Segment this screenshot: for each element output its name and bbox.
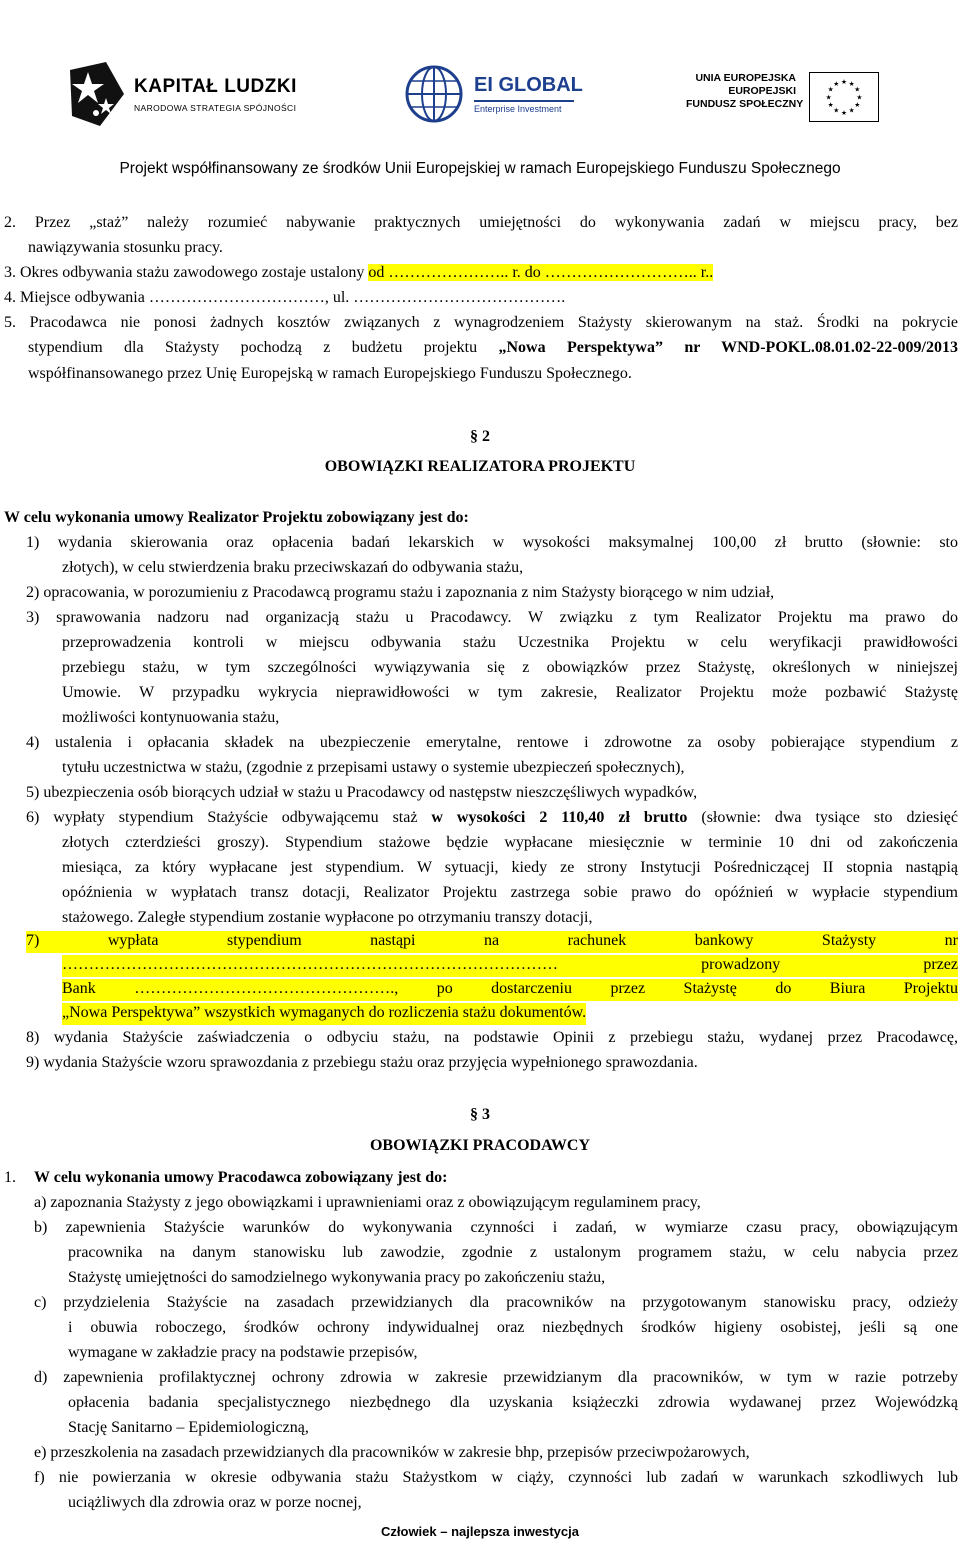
s3-item-f-line-1: f) nie powierzania w okresie odbywania stażu Stażystkom w ciąży, czynności lub zadań w warunkach szkodliwych lub <box>34 1469 958 1486</box>
eu-logo-text <box>686 72 804 111</box>
ei-global-title: EI GLOBAL <box>474 74 583 96</box>
footer-slogan: Człowiek – najlepsza inwestycja <box>381 1524 579 1539</box>
s2-item-4-line-2: tytułu uczestnictwa w stażu, (zgodnie z przepisami ustawy o systemie ubezpieczeń społecznych), <box>62 759 685 776</box>
paragraph-3-period-highlight: od ………………….. r. do ……………………….. r.. <box>368 264 714 281</box>
eu-logo <box>686 72 886 132</box>
s2-item-6-line-3: miesiąca, za który wypłacane jest stypendium. W sytuacji, kiedy ze strony Instytucji Pośredniczącej II stopnia nastąpią <box>62 859 958 876</box>
paragraph-5-line-3: współfinansowanego przez Unię Europejską w ramach Europejskiego Funduszu Społecznego. <box>28 365 632 382</box>
s2-item-6-tail: (słownie: dwa tysiące sto dziesięć <box>687 809 958 826</box>
s2-item-6-line-2: złotych czterdzieści groszy). Stypendium stażowe będzie wypłacane miesięcznie w terminie 10 dni od zakończenia <box>62 834 958 851</box>
eu-flag-star: ★ <box>825 93 832 102</box>
paragraph-3-text: 3. Okres odbywania stażu zawodowego zostaje ustalony <box>4 264 369 281</box>
paragraph-4: 4. Miejsce odbywania ……………………………, ul. …………………………………. <box>4 289 566 306</box>
section-3-title: OBOWIĄZKI PRACODAWCY <box>369 1137 590 1154</box>
kapital-ludzki-title: KAPITAŁ LUDZKI <box>134 76 297 97</box>
s3-item-d-line-3: Stację Sanitarno – Epidemiologiczną, <box>68 1419 309 1436</box>
s2-item-1-line-1: 1) wydania skierowania oraz opłacenia badań lekarskich w wysokości maksymalnej 100,00 zł brutto (słownie: sto <box>26 534 958 551</box>
s2-item-7-line-1: 7) wypłata stypendium nastąpi na rachunek bankowy Stażysty nr <box>26 931 958 953</box>
kapital-ludzki-logo <box>66 58 297 130</box>
s3-item-b-line-2: pracownika na danym stanowisku lub zawodzie, zgodnie z ustalonym programem stażu, w celu nabycia przez <box>68 1244 958 1261</box>
s2-item-4-line-1: 4) ustalenia i opłacania składek na ubezpieczenie emerytalne, rentowe i zdrowotne za osoby pobierające stypendium z <box>26 734 958 751</box>
s2-item-6-line-1 <box>26 808 958 828</box>
s3-item-e: e) przeszkolenia na zasadach przewidzianych dla pracowników w zakresie bhp, przepisów przeciwpożarowych, <box>34 1444 750 1461</box>
s2-item-1-line-2: złotych), w celu stwierdzenia braku przeciwskazań do odbywania stażu, <box>62 559 524 576</box>
header-caption: Projekt współfinansowany ze środków Unii Europejskiej w ramach Europejskiego Funduszu Społecznego <box>119 160 841 177</box>
s2-item-7-line-4: „Nowa Perspektywa” wszystkich wymaganych do rozliczenia stażu dokumentów. <box>62 1003 586 1025</box>
s2-item-3-line-2: przeprowadzenia kontroli w miejscu odbywania stażu Uczestnika Projektu w celu weryfikacji prawidłowości <box>62 634 958 651</box>
s2-item-3-line-5: możliwości kontynuowania stażu, <box>62 709 280 726</box>
ei-global-divider <box>474 100 574 102</box>
s2-item-9: 9) wydania Stażyście wzoru sprawozdania z przebiegu stażu oraz przyjęcia wypełnionego sprawozdania. <box>26 1054 698 1071</box>
eu-flag-star: ★ <box>840 108 848 117</box>
s2-item-6-line-4: opóźnienia w wypłatach transz dotacji, Realizator Projektu zastrzega sobie prawo do opóźnień w wypłacie stypendium <box>62 884 958 901</box>
document-header <box>0 0 960 190</box>
s3-item-d-line-1: d) zapewnienia profilaktycznej ochrony zdrowia w zakresie przewidzianym dla pracowników, w tym w razie potrzeby <box>34 1369 958 1386</box>
s2-item-6-line-5: stażowego. Zaległe stypendium zostanie wypłacone po otrzymaniu transzy dotacji, <box>62 909 593 926</box>
globe-icon <box>402 62 466 126</box>
s3-item-c-line-1: c) przydzielenia Stażyście na zasadach przewidzianych dla pracowników na przygotowanym stanowisku pracy, odzieży <box>34 1294 958 1311</box>
s2-item-7-line-3: Bank …………………………………………., po dostarczeniu przez Stażystę do Biura Projektu <box>62 979 958 1001</box>
s3-item-c-line-3: wymagane w zakładzie pracy na podstawie przepisów, <box>68 1344 418 1361</box>
section-2-lead: W celu wykonania umowy Realizator Projektu zobowiązany jest do: <box>4 509 469 526</box>
kapital-ludzki-subtitle: NARODOWA STRATEGIA SPÓJNOŚCI <box>134 103 297 113</box>
paragraph-3 <box>4 263 713 283</box>
section-2-number: § 2 <box>470 428 490 445</box>
s2-item-3-line-3: przebiegu stażu, w tym szczególności wywiązywania się z obowiązków przez Stażystę, określonych w niniejszej <box>62 659 958 676</box>
eu-flag-star: ★ <box>827 85 834 94</box>
s2-item-2: 2) opracowania, w porozumieniu z Pracodawcą programu stażu i zapoznania z nim Stażysty biorącego w nim udział, <box>26 584 775 601</box>
s3-item-c-line-2: i obuwia roboczego, środków ochrony indywidualnej oraz niezbędnych środków higieny osobistej, jeśli są one <box>68 1319 958 1336</box>
eu-logo-line1: UNIA EUROPEJSKA <box>695 72 796 84</box>
paragraph-2-line-2: nawiązywania stosunku pracy. <box>28 239 223 256</box>
s2-item-8: 8) wydania Stażyście zaświadczenia o odbyciu stażu, na podstawie Opinii z przebiegu stażu, wydanej przez Pracodawcę, <box>26 1029 958 1046</box>
s3-item-d-line-2: opłacenia badania specjalistycznego niezbędnego dla uzyskania książeczki zdrowia wydawanej przez Wojewódzką <box>68 1394 958 1411</box>
s3-item-b-line-1: b) zapewnienia Stażyście warunków do wykonywania czynności i zadań, w wymiarze czasu pracy, obowiązującym <box>34 1219 958 1236</box>
s2-item-7-line-2: ………………………………………………………………………………… prowadzony przez <box>62 955 958 977</box>
eu-flag-star: ★ <box>856 93 863 102</box>
s2-item-3-line-1: 3) sprawowania nadzoru nad organizacją stażu u Pracodawcy. W związku z tym Realizator Projektu ma prawo do <box>26 609 958 626</box>
ei-global-logo <box>402 62 602 128</box>
paragraph-2-line-1: 2. Przez „staż” należy rozumieć nabywanie praktycznych umiejętności do wykonywania zadań w miejscu pracy, bez <box>4 214 958 231</box>
section-3-lead: W celu wykonania umowy Pracodawca zobowiązany jest do: <box>34 1169 448 1186</box>
s3-item-b-line-3: Stażystę umiejętności do samodzielnego wykonywania pracy po zakończeniu stażu, <box>68 1269 606 1286</box>
eu-logo-line2: EUROPEJSKI <box>728 85 796 97</box>
eu-flag-star: ★ <box>848 80 855 89</box>
section-3-lead-number: 1. <box>4 1169 16 1186</box>
eu-flag-star: ★ <box>854 101 861 110</box>
section-2-title: OBOWIĄZKI REALIZATORA PROJEKTU <box>324 458 636 475</box>
stipend-amount: w wysokości 2 110,40 zł brutto <box>431 809 688 826</box>
eu-flag-star: ★ <box>827 101 834 110</box>
s3-item-f-line-2: uciążliwych dla zdrowia oraz w porze nocnej, <box>68 1494 362 1511</box>
s3-item-a: a) zapoznania Stażysty z jego obowiązkami i uprawnieniami oraz z obowiązującym regulaminem pracy, <box>34 1194 701 1211</box>
s2-item-5: 5) ubezpieczenia osób biorących udział w stażu u Pracodawcy od następstw nieszczęśliwych wypadków, <box>26 784 698 801</box>
eu-logo-line3: FUNDUSZ SPOŁECZNY <box>686 98 804 110</box>
eu-flag-star: ★ <box>848 106 855 115</box>
ei-global-subtitle: Enterprise Investment <box>474 104 562 114</box>
eu-flag-icon <box>809 72 879 122</box>
s2-item-6-text: 6) wypłaty stypendium Stażyście odbywającemu staż <box>26 809 432 826</box>
paragraph-5-line-1: 5. Pracodawca nie ponosi żadnych kosztów związanych z wynagrodzeniem Stażysty skierowanym na staż. Środki na pokrycie <box>4 314 958 331</box>
paragraph-5-text: stypendium dla Stażysty pochodzą z budżetu projektu <box>28 339 499 356</box>
eu-flag-star: ★ <box>840 78 848 87</box>
eu-flag-star: ★ <box>833 106 840 115</box>
eu-flag-star: ★ <box>833 80 840 89</box>
paragraph-5-line-2 <box>28 338 958 358</box>
section-3-number: § 3 <box>470 1106 490 1123</box>
kapital-ludzki-star-icon <box>66 58 128 128</box>
s2-item-3-line-4: Umowie. W przypadku wykrycia nieprawidłowości w tym zakresie, Realizator Projektu może pozbawić Stażystę <box>62 684 958 701</box>
project-number: „Nowa Perspektywa” nr WND-POKL.08.01.02-22-009/2013 <box>498 339 958 356</box>
eu-flag-star: ★ <box>854 85 861 94</box>
